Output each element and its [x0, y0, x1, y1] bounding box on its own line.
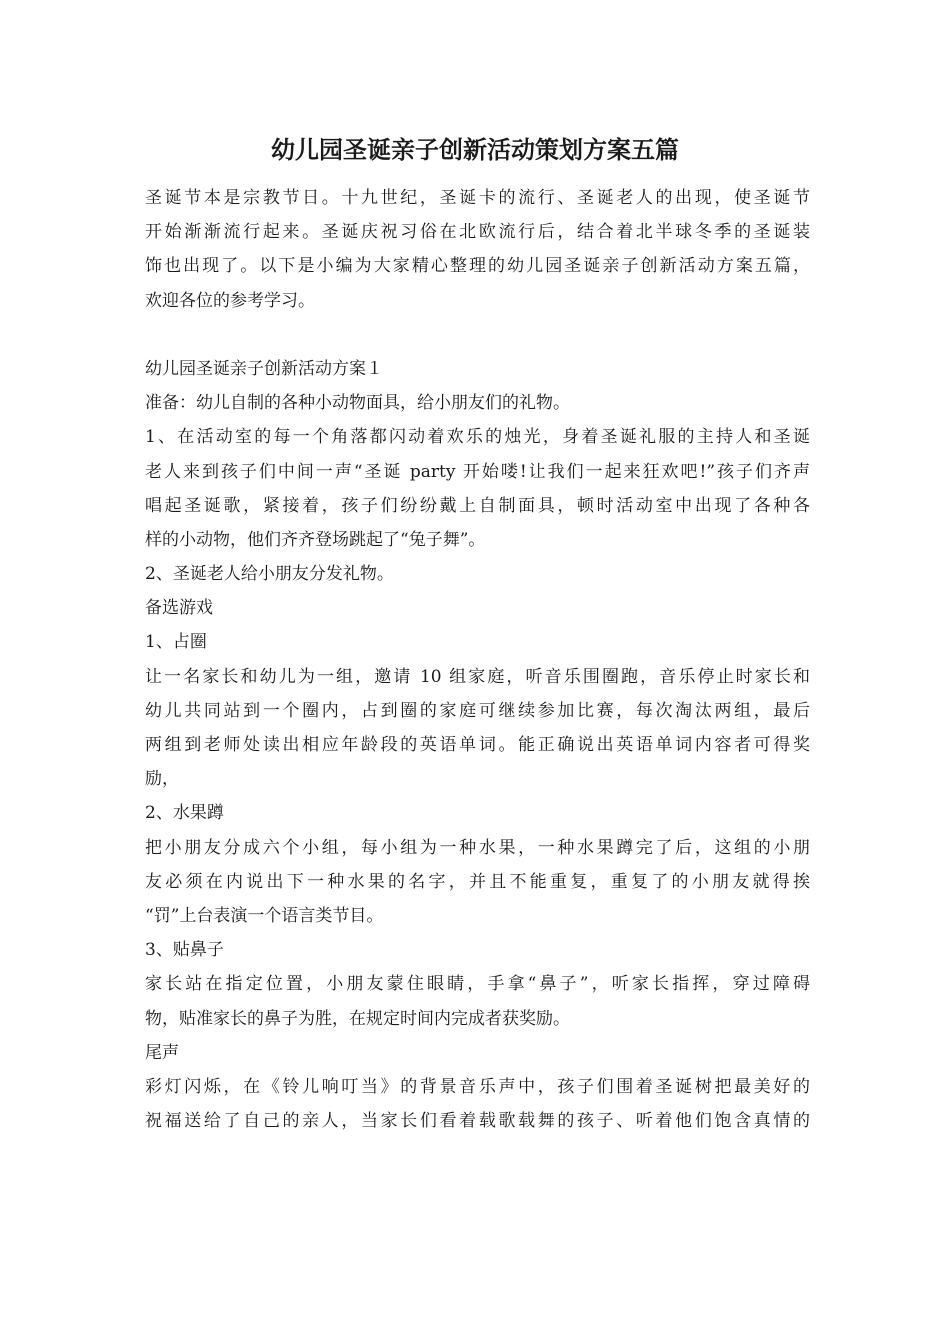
- text-line: 圣诞节本是宗教节日。十九世纪，圣诞卡的流行、圣诞老人的出现，使圣诞节: [145, 188, 810, 208]
- paragraph-spacer: [145, 318, 810, 352]
- subheading: 备选游戏: [145, 598, 213, 619]
- text-line: 老人来到孩子们中间一声“圣诞 party 开始喽!让我们一起来狂欢吧!”孩子们齐声: [145, 461, 810, 482]
- text-line: 2、圣诞老人给小朋友分发礼物。: [145, 564, 394, 585]
- section-heading: 幼儿园圣诞亲子创新活动方案１: [145, 358, 383, 379]
- text-line: 祝福送给了自己的亲人，当家长们看着载歌载舞的孩子、听着他们饱含真情的: [145, 1111, 810, 1132]
- text-line: 彩灯闪烁，在《铃儿响叮当》的背景音乐声中，孩子们围着圣诞树把最美好的: [145, 1076, 810, 1097]
- text-line: “罚”上台表演一个语言类节目。: [145, 905, 384, 926]
- text-line: 样的小动物，他们齐齐登场跳起了“兔子舞”。: [145, 529, 486, 550]
- text-line: 励，: [145, 769, 179, 790]
- text-line: 幼儿共同站到一个圈内，占到圈的家庭可继续参加比赛，每次淘汰两组，最后: [145, 700, 810, 721]
- text-line: 准备：幼儿自制的各种小动物面具，给小朋友们的礼物。: [145, 393, 570, 414]
- text-line: 开始渐渐流行起来。圣诞庆祝习俗在北欧流行后，结合着北半球冬季的圣诞装: [145, 222, 810, 243]
- subheading: 尾声: [145, 1042, 179, 1063]
- document-body: [145, 181, 810, 1138]
- plan-1-section: [145, 352, 810, 1138]
- text-line: 唱起圣诞歌，紧接着，孩子们纷纷戴上自制面具，顿时活动室中出现了各种各: [145, 495, 810, 516]
- document-title: 幼儿园圣诞亲子创新活动策划方案五篇: [271, 135, 679, 164]
- text-line: 让一名家长和幼儿为一组，邀请 10 组家庭，听音乐围圈跑，音乐停止时家长和: [145, 666, 810, 687]
- text-line: 家长站在指定位置，小朋友蒙住眼睛，手拿“鼻子”，听家长指挥，穿过障碍: [145, 974, 810, 995]
- text-line: 两组到老师处读出相应年龄段的英语单词。能正确说出英语单词内容者可得奖: [145, 735, 810, 755]
- text-line: 把小朋友分成六个小组，每小组为一种水果，一种水果蹲完了后，这组的小朋: [145, 837, 810, 858]
- text-line: 1、在活动室的每一个角落都闪动着欢乐的烛光，身着圣诞礼服的主持人和圣诞: [145, 427, 810, 448]
- text-line: 欢迎各位的参考学习。: [145, 290, 315, 311]
- text-line: 饰也出现了。以下是小编为大家精心整理的幼儿园圣诞亲子创新活动方案五篇，: [145, 256, 810, 277]
- game-title: 1、占圈: [145, 632, 207, 653]
- text-line: 物，贴准家长的鼻子为胜，在规定时间内完成者获奖励。: [145, 1008, 570, 1029]
- text-line: 友必须在内说出下一种水果的名字，并且不能重复，重复了的小朋友就得挨: [145, 871, 810, 892]
- intro-paragraph: [145, 181, 810, 318]
- game-title: 2、水果蹲: [145, 803, 224, 824]
- game-title: 3、贴鼻子: [145, 940, 224, 961]
